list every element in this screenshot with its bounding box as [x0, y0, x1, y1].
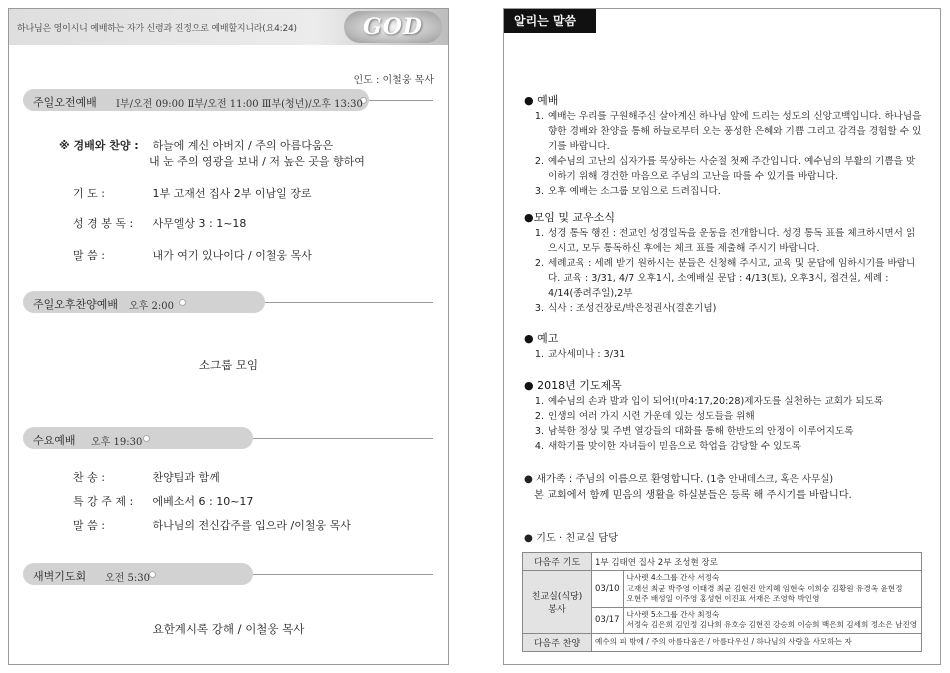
section-dot: [179, 299, 186, 306]
order-value: 사무엘상 3 : 1~18: [152, 217, 247, 230]
section-time-afternoon: 오후 2:00: [129, 301, 174, 312]
prayer-heading: ● 2018년 기도제목: [524, 379, 622, 392]
item-number: 3.: [534, 186, 544, 197]
item-text: 오후 예배는 소그룹 모임으로 드려집니다.: [548, 186, 721, 197]
duty-heading: ● 기도 · 친교실 담당: [524, 533, 618, 544]
item-number: 2.: [534, 156, 544, 167]
item-number: 1.: [534, 111, 544, 122]
order-value: 하나님의 전신갑주를 입으라 /이철웅 목사: [152, 519, 351, 532]
list-item: [524, 394, 924, 409]
next-hymn-label: 다음주 찬양: [523, 633, 592, 651]
prayer-section: [524, 378, 924, 454]
section-title-afternoon: 주일오후찬양예배: [33, 298, 119, 311]
order-value: 에베소서 6 : 10~17: [152, 495, 254, 508]
worship-heading: ● 예배: [524, 94, 559, 107]
news-section: [524, 210, 924, 316]
newcomer-section: [524, 472, 924, 504]
newcomer-heading: ● 새가족 : 주님의 이름으로 환영합니다.: [524, 474, 704, 485]
order-label: 성 경 봉 독 :: [73, 217, 134, 230]
order-row-hymn: [73, 469, 220, 485]
section-time-dawn: 오전 5:30: [105, 573, 150, 584]
fellowship-label-line2: 봉사: [548, 604, 566, 615]
next-hymn-value: 예수의 피 밖에 / 주의 아름다움은 / 아름다우신 / 하나님의 사랑을 사모하는 자: [592, 633, 922, 651]
order-row-sermon: [73, 247, 312, 263]
fellowship-label: [523, 571, 592, 634]
item-text: 예수님의 손과 발과 입이 되어!(마4:17,20:28)제자도를 실천하는 교회가 되도록: [548, 396, 884, 407]
order-row-scripture: [73, 215, 246, 231]
order-row-prayer: [73, 185, 312, 201]
order-value: 내가 여기 있나이다 / 이철웅 목사: [152, 249, 312, 262]
table-row: [523, 553, 922, 571]
list-item: [524, 424, 924, 439]
order-label: 특 강 주 제 :: [73, 495, 134, 508]
item-number: 4.: [534, 441, 544, 452]
table-row: [523, 633, 922, 651]
verse-text: 하나님은 영이시니 예배하는 자가 신령과 진정으로 예배할지니라(요4:24): [17, 24, 297, 34]
order-row-sermon: [73, 517, 351, 533]
god-logo: [344, 11, 442, 43]
preview-heading: ● 예고: [524, 332, 559, 345]
item-text: 교사세미나 : 3/31: [548, 349, 626, 360]
order-label: 찬 송 :: [73, 471, 105, 484]
duty-group: 나사렛 4소그룹 간사 서정숙: [626, 573, 720, 582]
item-number: 1.: [534, 228, 544, 239]
order-row-topic: [73, 493, 253, 509]
list-item: [524, 409, 924, 424]
worship-order-page: [8, 8, 449, 665]
leader-label: 인도 : 이철웅 목사: [353, 75, 434, 86]
announcements-tab: 알리는 말씀: [504, 9, 596, 33]
order-label: 말 씀 :: [73, 249, 105, 262]
item-text: 식사 : 조성건장로/박은정권사(결혼기념): [548, 303, 717, 314]
section-dot: [143, 435, 150, 442]
worship-section: [524, 93, 924, 199]
duty-names: [623, 607, 922, 633]
news-heading: ●모임 및 교우소식: [524, 211, 615, 224]
item-text: 예수님의 고난의 십자가를 묵상하는 사순절 첫째 주간입니다. 예수님의 부활의 기쁨을 맞이하기 위해 경건한 마음으로 주님의 고난을 따를 수 있기를 바랍니다.: [548, 156, 916, 182]
list-item: [524, 154, 924, 184]
order-label: ※ 경배와 찬양 :: [59, 139, 139, 152]
list-item: [524, 439, 924, 454]
list-item: [524, 256, 924, 301]
god-logo-text: GOD: [362, 14, 424, 40]
section-title-morning: 주일오전예배: [33, 96, 97, 109]
duty-members: 고재선 최균 박주영 이태경 최균 김현진 안지혜 임현숙 이희숭 김황원 유경옥 윤현정: [626, 583, 903, 593]
newcomer-heading-line: [524, 472, 924, 488]
item-text: 예배는 우리를 구원해주신 살아계신 하나님 앞에 드리는 성도의 신앙고백입니다. 하나님을 향한 경배와 찬양을 통해 하늘로부터 오는 풍성한 은혜와 기쁨 그리고 감격을 경험할 수 있기를 바랍니다.: [548, 111, 922, 152]
section-dot: [149, 571, 156, 578]
next-prayer-value: 1부 김태연 집사 2부 조성현 장로: [592, 553, 922, 571]
item-number: 1.: [534, 396, 544, 407]
item-text: 세례교육 : 세례 받기 원하시는 분들은 신청해 주시고, 교육 및 문답에 임하시기를 바랍니다. 교육 : 3/31, 4/7 오후1시, 소예배실 문답 : 4/13(토), 오후3시, 접견실, 세례 : 4/14(종려주일),2부: [548, 258, 916, 299]
item-number: 2.: [534, 411, 544, 422]
fellowship-label-line1: 친교실(식당): [531, 591, 583, 602]
dawn-body: 요한계시록 강해 / 이철웅 목사: [152, 622, 305, 636]
item-text: 남북한 정상 및 주변 열강들의 대화를 통해 한반도의 안정이 이루어지도록: [548, 426, 854, 437]
section-title-wednesday: 수요예배: [33, 434, 76, 447]
item-number: 2.: [534, 258, 544, 269]
item-number: 3.: [534, 426, 544, 437]
item-number: 3.: [534, 303, 544, 314]
order-value: 하늘에 계신 아버지 / 주의 아름다움은: [152, 139, 334, 152]
list-item: [524, 301, 924, 316]
section-time-wednesday: 오후 19:30: [91, 437, 143, 448]
duty-date: 03/10: [592, 571, 624, 608]
duty-date: 03/17: [592, 607, 624, 633]
list-item: [524, 226, 924, 256]
list-item: [524, 109, 924, 154]
item-text: 인생의 여러 가지 시련 가운데 있는 성도들을 위해: [548, 411, 755, 422]
order-label: 기 도 :: [73, 187, 105, 200]
order-value: 1부 고재선 집사 2부 이남일 장로: [152, 187, 312, 200]
section-time-morning: Ⅰ부/오전 09:00 Ⅱ부/오전 11:00 Ⅲ부(청년)/오후 13:30: [116, 99, 363, 110]
duty-table: [522, 552, 922, 652]
announcements-page: [503, 8, 941, 665]
order-row-praise: [59, 137, 333, 153]
order-row-praise-cont: 내 눈 주의 영광을 보내 / 저 높은 곳을 향하여: [149, 155, 365, 168]
item-number: 1.: [534, 349, 544, 360]
duty-group: 나사렛 5소그룹 간사 최정숙: [626, 609, 720, 619]
list-item: [524, 347, 924, 362]
list-item: [524, 184, 924, 199]
preview-section: [524, 331, 924, 362]
duty-members: 오현주 배성일 이주영 홍성현 이진표 서재은 조영학 박인영: [626, 594, 820, 603]
newcomer-body: 본 교회에서 함께 믿음의 생활을 하실분들은 등록 해 주시기를 바랍니다.: [534, 490, 852, 501]
item-text: 성경 통독 행진 : 전교인 성경일독을 운동을 전개합니다. 성경 통독 표를 체크하시면서 읽으시고, 모두 통독하신 후에는 체크 표를 제출해 주시기 바랍니다.: [548, 228, 916, 254]
table-row: [523, 571, 922, 608]
verse-banner: [9, 9, 448, 45]
order-label: 말 씀 :: [73, 519, 105, 532]
afternoon-body: 소그룹 모임: [198, 358, 259, 372]
next-prayer-label: 다음주 기도: [523, 553, 592, 571]
order-value: 찬양팀과 함께: [152, 471, 220, 484]
section-title-dawn: 새벽기도회: [33, 570, 87, 583]
newcomer-location: (1층 안내데스크, 혹은 사무실): [706, 474, 834, 485]
duty-members: 서정숙 김은희 김인정 김나희 유호승 김현진 강승희 이승희 백은희 김세희 정소은 남진영: [626, 620, 918, 629]
duty-names: [623, 571, 922, 608]
item-text: 새학기를 맞이한 자녀들이 믿음으로 학업을 감당할 수 있도록: [548, 441, 802, 452]
